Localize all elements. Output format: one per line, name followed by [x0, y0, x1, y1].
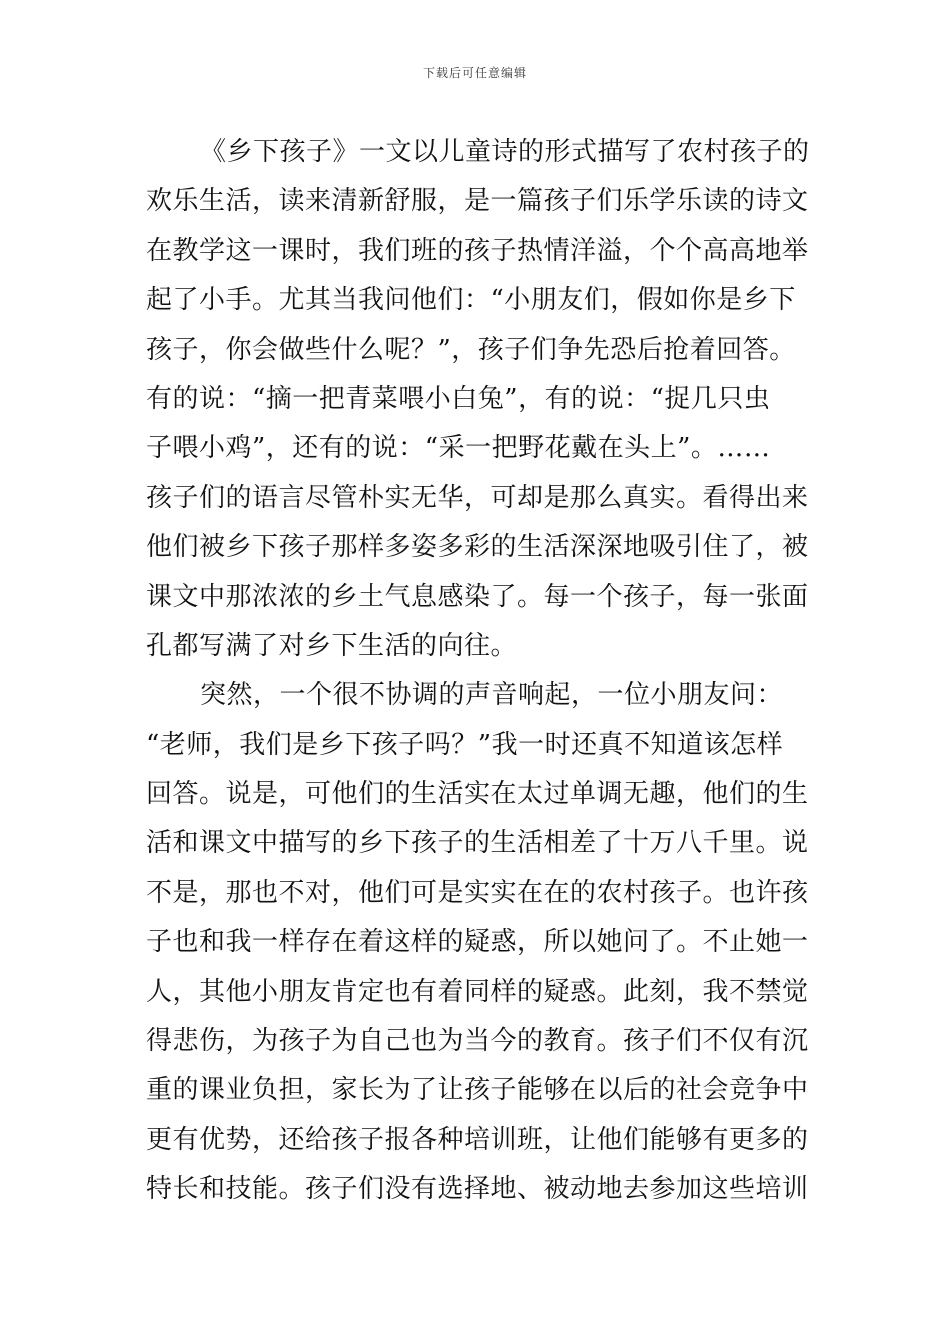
text-line: 回答。说是，可他们的生活实在太过单调无趣，他们的生	[146, 779, 809, 810]
text-line: 子喂小鸡”，还有的说：“采一把野花戴在头上”。……	[146, 433, 771, 464]
text-line: 在教学这一课时，我们班的孩子热情洋溢，个个高高地举	[146, 235, 809, 266]
text-line: 欢乐生活，读来清新舒服，是一篇孩子们乐学乐读的诗文	[146, 186, 809, 217]
text-line: 不是，那也不对，他们可是实实在在的农村孩子。也许孩	[146, 877, 809, 908]
text-line: 孩子，你会做些什么呢？”，孩子们争先恐后抢着回答。	[146, 334, 796, 365]
text-line: 活和课文中描写的乡下孩子的生活相差了十万八千里。说	[146, 828, 809, 859]
text-line: 子也和我一样存在着这样的疑惑，所以她问了。不止她一	[146, 927, 809, 958]
text-line: 人，其他小朋友肯定也有着同样的疑惑。此刻，我不禁觉	[146, 976, 809, 1007]
paragraph-2	[146, 671, 809, 1214]
text-line: 有的说：“摘一把青菜喂小白兔”，有的说：“捉几只虫	[146, 383, 771, 414]
text-line: 他们被乡下孩子那样多姿多彩的生活深深地吸引住了，被	[146, 532, 809, 563]
text-line: 重的课业负担，家长为了让孩子能够在以后的社会竞争中	[146, 1075, 809, 1106]
text-line: 孩子们的语言尽管朴实无华，可却是那么真实。看得出来	[146, 482, 809, 513]
document-body	[146, 128, 810, 1215]
text-line: 起了小手。尤其当我问他们：“小朋友们，假如你是乡下	[146, 285, 796, 316]
text-line: 突然，一个很不协调的声音响起，一位小朋友问：	[200, 680, 784, 711]
paragraph-1	[146, 128, 810, 671]
text-line: 更有优势，还给孩子报各种培训班，让他们能够有更多的	[146, 1124, 809, 1155]
page-header-note: 下载后可任意编辑	[422, 66, 527, 80]
text-line: 特长和技能。孩子们没有选择地、被动地去参加这些培训	[146, 1174, 809, 1205]
text-line: 课文中那浓浓的乡土气息感染了。每一个孩子，每一张面	[146, 581, 809, 612]
text-line: “老师，我们是乡下孩子吗？”我一时还真不知道该怎样	[146, 729, 784, 760]
text-line: 《乡下孩子》一文以儿童诗的形式描写了农村孩子的	[200, 137, 810, 167]
text-line: 孔都写满了对乡下生活的向往。	[146, 630, 518, 661]
text-line: 得悲伤，为孩子为自己也为当今的教育。孩子们不仅有沉	[146, 1026, 809, 1057]
